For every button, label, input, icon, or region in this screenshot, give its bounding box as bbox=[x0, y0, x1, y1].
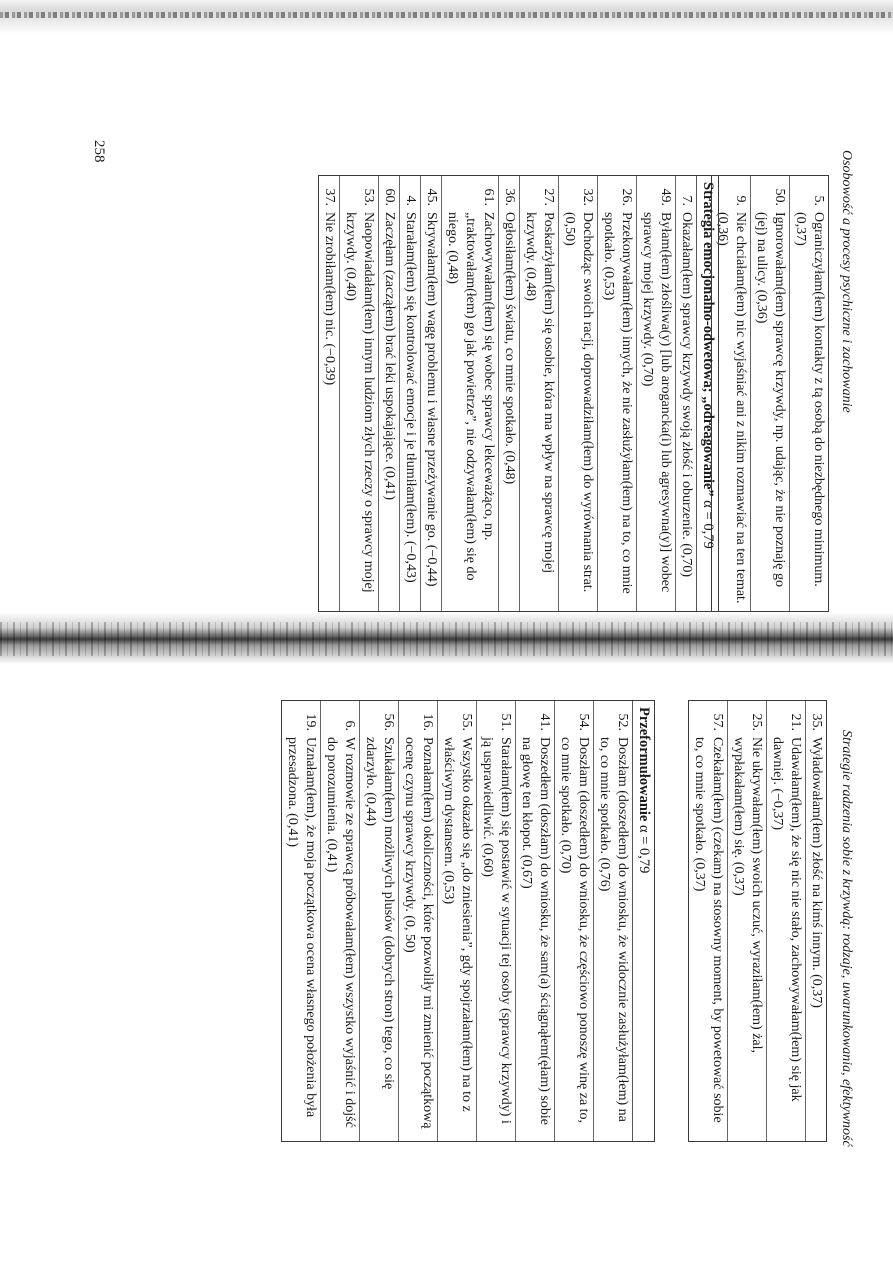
item-text: Uznałam(łem), że moja początkowa ocena własnego położenia była przesadzona. (0,41) bbox=[285, 737, 318, 1118]
section-emotional-retaliatory bbox=[318, 175, 719, 612]
list-item bbox=[558, 176, 597, 611]
item-number: 53. bbox=[361, 188, 376, 206]
item-text: Dochodząc swoich racji, doprowadziłam(łem) do wyrównania strat. (0,50) bbox=[562, 212, 595, 593]
list-item bbox=[636, 176, 675, 611]
item-number: 54. bbox=[576, 713, 591, 731]
book-gutter bbox=[0, 612, 893, 664]
item-number: 19. bbox=[303, 713, 318, 731]
list-item bbox=[398, 701, 437, 1141]
list-item bbox=[441, 176, 498, 611]
item-text: Starałam(łem) się kontrolować emocje i je tłumiłam(łem). (−0,43) bbox=[403, 212, 418, 583]
item-text: Doszedłem (doszłam) do wniosku, że sam(a) ściągnąłem(ęłam) sobie na głowę ten kłopot. (0,67) bbox=[519, 737, 552, 1125]
list-item bbox=[593, 701, 632, 1141]
section-title bbox=[632, 701, 654, 1141]
item-number: 57. bbox=[710, 713, 725, 731]
item-number: 7. bbox=[679, 195, 694, 206]
item-number: 9. bbox=[733, 195, 748, 206]
list-item bbox=[689, 701, 727, 1141]
item-text: Zaczęłam (zacząłem) brać leki uspokajające. (0,41) bbox=[382, 212, 397, 500]
item-number: 61. bbox=[481, 188, 496, 206]
running-head-lower: Strategie radzenia sobie z krzywdą: rodzaje, uwarunkowania, efektywność bbox=[839, 730, 854, 1147]
item-text: Doszłam (doszedłem) do wniosku, że częściowo ponoszę winę za to, co mnie spotkało. (0,70) bbox=[558, 737, 591, 1124]
list-item bbox=[420, 176, 441, 611]
item-number: 35. bbox=[809, 713, 824, 731]
item-number: 25. bbox=[749, 713, 764, 731]
item-text: Starałam(łem) się postawić w sytuacji tej osoby (sprawcy krzywdy) i ją usprawiedliwić. (0,60) bbox=[480, 737, 513, 1124]
item-number: 4. bbox=[403, 195, 418, 206]
item-number: 6. bbox=[342, 720, 357, 731]
list-item bbox=[675, 176, 696, 611]
item-text: Nie chciałam(łem) nic wyjaśniać ani z nikim rozmawiać na ten temat. (0,36) bbox=[715, 212, 748, 604]
list-item bbox=[519, 176, 558, 611]
item-number: 50. bbox=[772, 188, 787, 206]
list-item bbox=[498, 176, 519, 611]
item-text: W rozmowie ze sprawcą próbowałam(łem) wszystko wyjaśnić i dojść do porozumienia. (0,41) bbox=[324, 737, 357, 1128]
item-text: Okazałam(łem) sprawcy krzywdy swoją złość i oburzenie. (0,70) bbox=[679, 212, 694, 578]
section-title-text: Przeformułowanie bbox=[636, 707, 652, 822]
list-item bbox=[805, 701, 826, 1141]
continued-items-upper bbox=[711, 175, 829, 612]
item-text: Naopowiadałam(łem) innym ludziom złych rzeczy o sprawcy mojej krzywdy. (0,40) bbox=[343, 212, 376, 593]
section-reformulation bbox=[281, 700, 655, 1142]
item-number: 41. bbox=[537, 713, 552, 731]
item-text: Ignorowałam(łem) sprawcę krzywdy, np. udając, że nie poznaję go (jej) na ulicy. (0,36) bbox=[754, 212, 787, 587]
item-text: Byłam(łem) złośliwa(y) [lub arogancka(i) lub agresywna(y)] wobec sprawcy mojej krzywdy. (0,70) bbox=[640, 212, 673, 593]
item-number: 45. bbox=[424, 188, 439, 206]
list-item bbox=[319, 176, 339, 611]
scan-edge-top bbox=[0, 0, 893, 34]
item-number: 56. bbox=[381, 713, 396, 731]
item-number: 36. bbox=[502, 188, 517, 206]
item-number: 52. bbox=[615, 713, 630, 731]
section-title bbox=[696, 176, 718, 611]
list-item bbox=[437, 701, 476, 1141]
item-text: Ogłosiłam(łem) światu, co mnie spotkało. (0,48) bbox=[502, 212, 517, 485]
list-item bbox=[597, 176, 636, 611]
list-item bbox=[320, 701, 359, 1141]
item-text: Nie ukrywałam(łem) swoich uczuć, wyraziłam(łem) żal, wypłakałam(łem) się. (0,37) bbox=[731, 737, 764, 1054]
list-item bbox=[727, 701, 766, 1141]
continued-items-lower bbox=[688, 700, 827, 1142]
item-number: 51. bbox=[498, 713, 513, 731]
section-title-text: Strategia emocjonalno-odwetowa; „odreagowanie” bbox=[700, 182, 716, 497]
item-text: Zachowywałam(łem) się wobec sprawcy lekceważąco, np. „traktowałam(łem) go jak powietrze”, nie odzywałam(łem) się do niego. (0,48) bbox=[445, 212, 496, 581]
item-text: Nie zrobiłam(łem) nic. (−0,39) bbox=[322, 212, 337, 386]
item-text: Skrywałam(łem) wagę problemu i własne przeżywanie go. (−0,44) bbox=[424, 212, 439, 587]
list-item bbox=[378, 176, 399, 611]
list-item bbox=[515, 701, 554, 1141]
running-head-upper: Osobowość a procesy psychiczne i zachowanie bbox=[839, 150, 854, 413]
item-number: 16. bbox=[420, 713, 435, 731]
section-alpha: α = 0,79 bbox=[700, 500, 716, 549]
item-number: 60. bbox=[382, 188, 397, 206]
item-number: 26. bbox=[619, 188, 634, 206]
list-item bbox=[339, 176, 378, 611]
item-number: 27. bbox=[541, 188, 556, 206]
item-text: Wyładowałam(łem) złość na kimś innym. (0,37) bbox=[809, 737, 824, 1008]
upper-page bbox=[55, 140, 855, 610]
item-number: 21. bbox=[788, 713, 803, 731]
item-text: Poskarżyłam(łem) się osobie, która ma wpływ na sprawcę mojej krzywdy. (0,48) bbox=[523, 212, 556, 574]
item-text: Poznałam(łem) okoliczności, które pozwoliły mi zmienić początkową ocenę czynu sprawcy krzywdy. (0, 50) bbox=[402, 737, 435, 1129]
list-item bbox=[554, 701, 593, 1141]
lower-page bbox=[155, 700, 855, 1170]
item-text: Szukałam(łem) możliwych plusów (dobrych stron) tego, co się zdarzyło. (0,44) bbox=[363, 737, 396, 1090]
section-alpha: α = 0,79 bbox=[636, 824, 652, 874]
item-text: Przekonywałam(łem) innych, że nie zasłużyłam(łem) na to, co mnie spotkało. (0,53) bbox=[601, 212, 634, 594]
item-number: 55. bbox=[459, 713, 474, 731]
item-number: 5. bbox=[811, 195, 826, 206]
page-number: 258 bbox=[91, 140, 107, 163]
item-text: Ograniczyłam(łem) kontakty z tą osobą do niezbędnego minimum. (0,37) bbox=[793, 212, 826, 587]
item-text: Wszystko okazało się „do zniesienia”, gdy spojrzałam(łem) na to z właściwym dystansem. (0,53) bbox=[441, 737, 474, 1112]
list-item bbox=[359, 701, 398, 1141]
list-item bbox=[399, 176, 420, 611]
item-text: Udawałam(łem), że się nic nie stało, zachowywałam(łem) się jak dawniej. (−0,37) bbox=[770, 737, 803, 1102]
item-text: Czekałam(łem) (czekam) na stosowny moment, by powetować sobie to, co mnie spotkało. (0,37) bbox=[692, 737, 725, 1123]
item-text: Doszłam (doszedłem) do wniosku, że widocznie zasłużyłam(łem) na to, co mnie spotkało. (0,76) bbox=[597, 737, 630, 1122]
list-item bbox=[282, 701, 320, 1141]
item-number: 32. bbox=[580, 188, 595, 206]
list-item bbox=[750, 176, 789, 611]
list-item bbox=[789, 176, 828, 611]
item-number: 49. bbox=[658, 188, 673, 206]
list-item bbox=[766, 701, 805, 1141]
item-number: 37. bbox=[322, 188, 337, 206]
list-item bbox=[476, 701, 515, 1141]
